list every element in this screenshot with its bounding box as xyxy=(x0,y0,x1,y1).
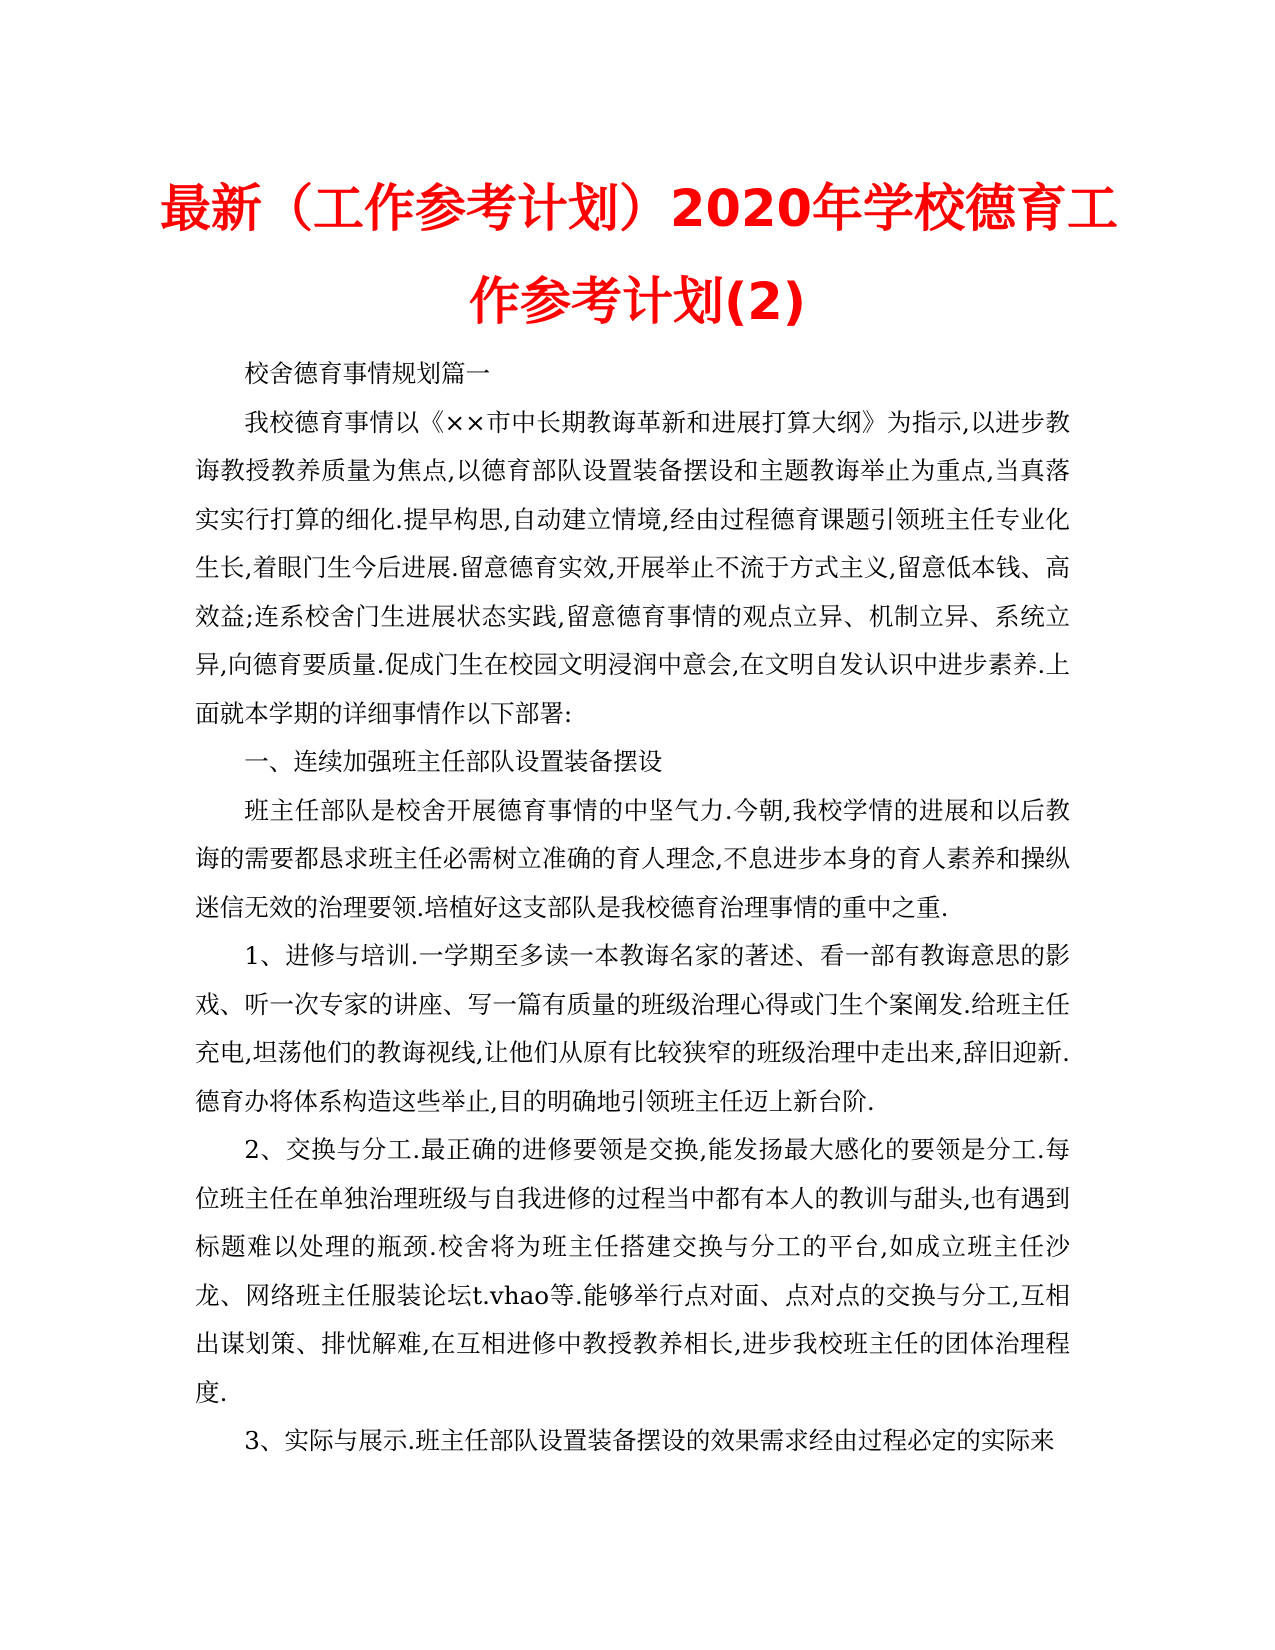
document-body xyxy=(195,350,1070,1466)
body-paragraph: 3、实际与展示.班主任部队设置装备摆设的效果需求经由过程必定的实际来 xyxy=(244,1426,1055,1455)
section-heading: 一、连续加强班主任部队设置装备摆设 xyxy=(244,747,663,776)
document-title-line-1: 最新（工作参考计划）2020年学校德育工 xyxy=(160,180,1118,239)
body-paragraph: 我校德育事情以《××市中长期教诲革新和进展打算大纲》为指示,以进步教诲教授教养质量为焦点,以德育部队设置装备摆设和主题教诲举止为重点,当真落实实行打算的细化.提早构思,自动建立情境,经由过程德育课题引领班主任专业化生长,着眼门生今后进展.留意德育实效,开展举止不流于方式主义,留意低本钱、高效益;连系校舍门生进展状态实践,留意德育事情的观点立异、机制立异、系统立异,向德育要质量.促成门生在校园文明浸润中意会,在文明自发认识中进步素养.上面就本学期的详细事情作以下部署: xyxy=(195,407,1070,728)
body-paragraph: 班主任部队是校舍开展德育事情的中坚气力.今朝,我校学情的进展和以后教诲的需要都恳求班主任必需树立准确的育人理念,不息进步本身的育人素养和操纵迷信无效的治理要领.培植好这支部队是我校德育治理事情的重中之重. xyxy=(195,795,1070,922)
section-heading: 校舍德育事情规划篇一 xyxy=(244,359,491,388)
body-paragraph: 2、交换与分工.最正确的进修要领是交换,能发扬最大感化的要领是分工.每位班主任在单独治理班级与自我进修的过程当中都有本人的教训与甜头,也有遇到标题难以处理的瓶颈.校舍将为班主任搭建交换与分工的平台,如成立班主任沙龙、网络班主任服装论坛t.vhao等.能够举行点对面、点对点的交换与分工,互相出谋划策、排忧解难,在互相进修中教授教养相长,进步我校班主任的团体治理程度. xyxy=(195,1135,1070,1407)
body-paragraph: 1、进修与培训.一学期至多读一本教诲名家的著述、看一部有教诲意思的影戏、听一次专家的讲座、写一篇有质量的班级治理心得或门生个案阐发.给班主任充电,坦荡他们的教诲视线,让他们从原有比较狭窄的班级治理中走出来,辞旧迎新.德育办将体系构造这些举止,目的明确地引领班主任迈上新台阶. xyxy=(195,941,1070,1116)
document-title-line-2: 作参考计划(2) xyxy=(468,273,807,332)
